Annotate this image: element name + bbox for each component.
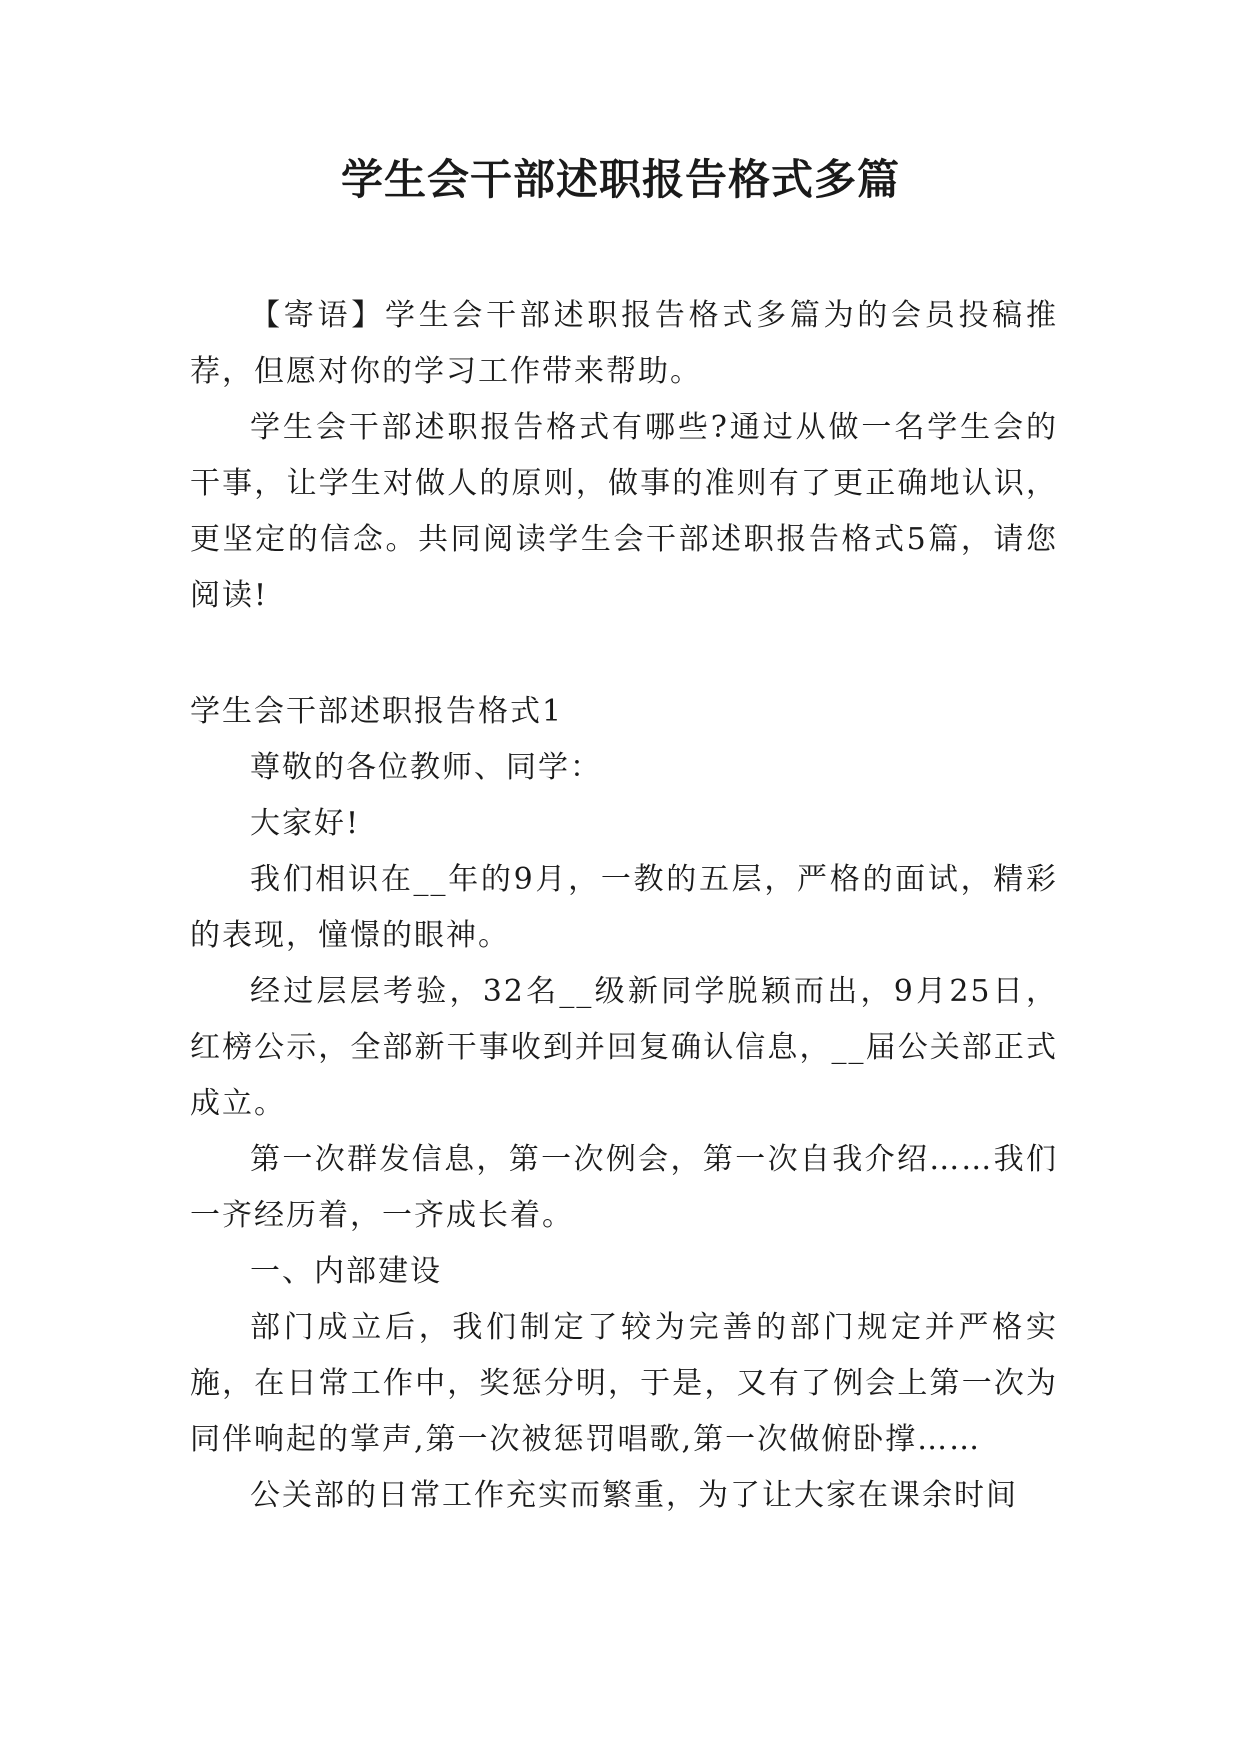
subsection-heading: 一、内部建设 [250, 1254, 442, 1289]
document-body [190, 288, 1058, 1524]
section-heading: 学生会干部述职报告格式1 [190, 694, 564, 729]
salutation: 尊敬的各位教师、同学： [250, 750, 602, 785]
body-paragraph: 部门成立后，我们制定了较为完善的部门规定并严格实施，在日常工作中，奖惩分明，于是，又有了例会上第一次为同伴响起的掌声,第一次被惩罚唱歌,第一次做俯卧撑…… [190, 1310, 1058, 1457]
intro-paragraph: 【寄语】学生会干部述职报告格式多篇为的会员投稿推荐，但愿对你的学习工作带来帮助。 [190, 298, 1058, 389]
intro-paragraph: 学生会干部述职报告格式有哪些?通过从做一名学生会的干事，让学生对做人的原则，做事的准则有了更正确地认识，更坚定的信念。共同阅读学生会干部述职报告格式5篇，请您阅读! [190, 410, 1058, 613]
body-paragraph: 我们相识在__年的9月，一教的五层，严格的面试，精彩的表现，憧憬的眼神。 [190, 862, 1058, 953]
body-paragraph: 公关部的日常工作充实而繁重，为了让大家在课余时间 [250, 1478, 1018, 1513]
body-paragraph: 经过层层考验，32名__级新同学脱颖而出，9月25日，红榜公示，全部新干事收到并回复确认信息，__届公关部正式成立。 [190, 974, 1058, 1121]
document-title: 学生会干部述职报告格式多篇 [340, 155, 900, 204]
section-spacer [190, 624, 1058, 684]
body-paragraph: 第一次群发信息，第一次例会，第一次自我介绍……我们一齐经历着，一齐成长着。 [190, 1142, 1058, 1233]
greeting: 大家好! [250, 806, 361, 841]
